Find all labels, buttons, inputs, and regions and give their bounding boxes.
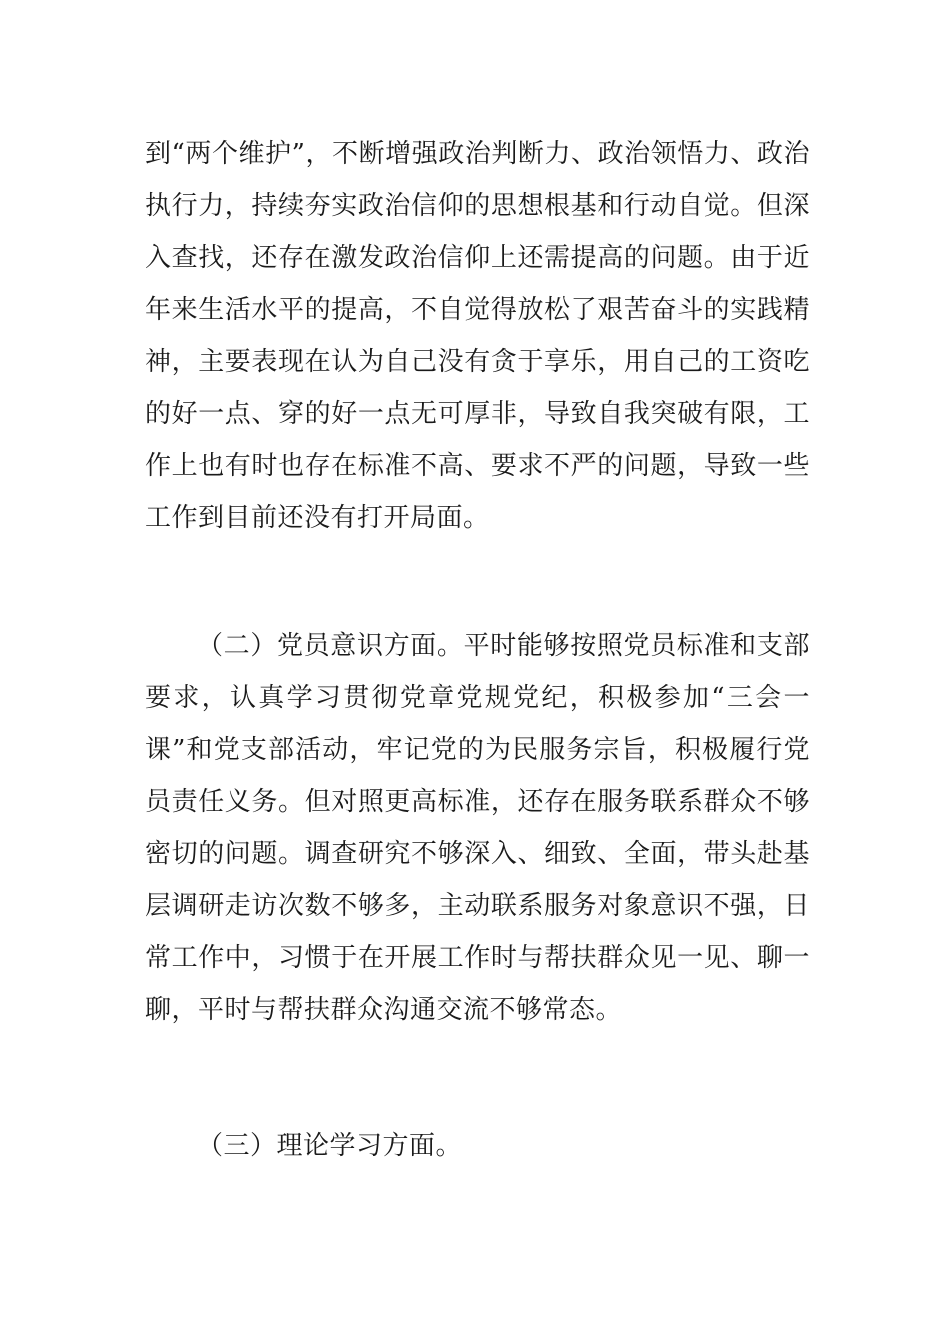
paragraph-party-member-awareness: （二）党员意识方面。平时能够按照党员标准和支部要求，认真学习贯彻党章党规党纪，积极参加“三会一课”和党支部活动，牢记党的为民服务宗旨，积极履行党员责任义务。但对照更高标准，还存在服务联系群众不够密切的问题。调查研究不够深入、细致、全面，带头赴基层调研走访次数不够多，主动联系服务对象意识不强，日常工作中，习惯于在开展工作时与帮扶群众见一见、聊一聊，平时与帮扶群众沟通交流不够常态。: [145, 631, 810, 1025]
paragraph-theory-study: （三）理论学习方面。: [197, 1131, 463, 1161]
paragraph-political-belief: 到“两个维护”，不断增强政治判断力、政治领悟力、政治执行力，持续夯实政治信仰的思想根基和行动自觉。但深入查找，还存在激发政治信仰上还需提高的问题。由于近年来生活水平的提高，不自觉得放松了艰苦奋斗的实践精神，主要表现在认为自己没有贪于享乐，用自己的工资吃的好一点、穿的好一点无可厚非，导致自我突破有限，工作上也有时也存在标准不高、要求不严的问题，导致一些工作到目前还没有打开局面。: [145, 139, 810, 533]
